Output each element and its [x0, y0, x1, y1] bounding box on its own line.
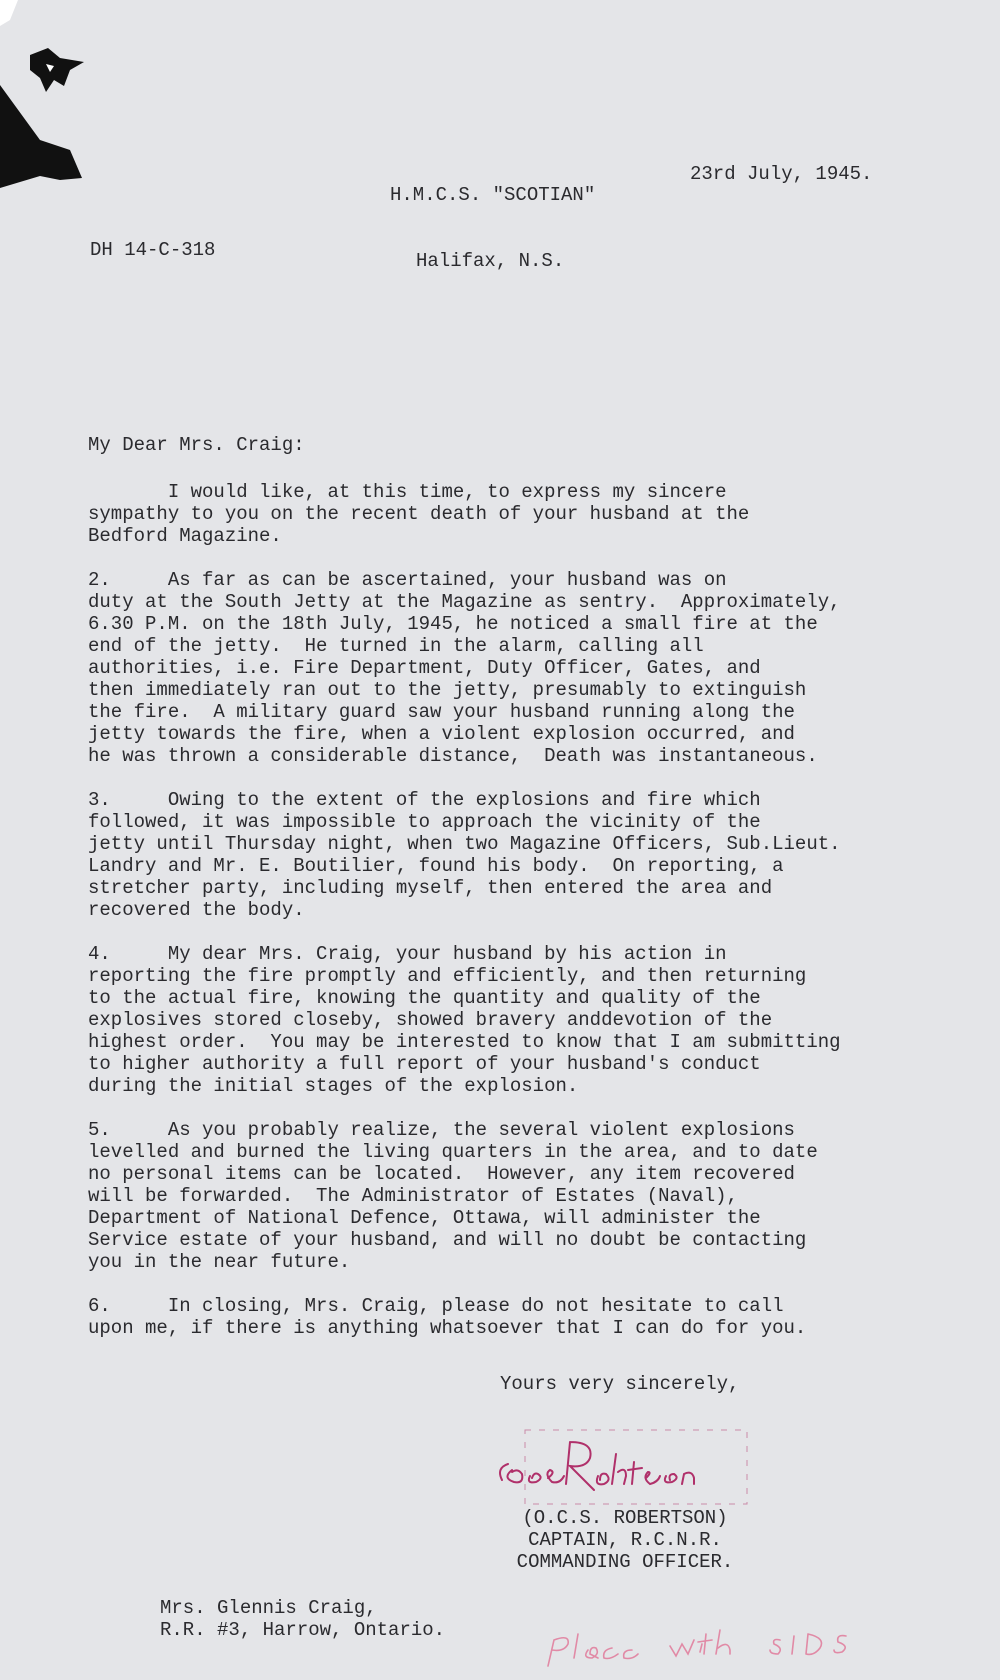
paragraph-line: you in the near future.	[88, 1251, 351, 1273]
signer-rank: CAPTAIN, R.C.N.R.	[528, 1529, 722, 1551]
paragraph-line: upon me, if there is anything whatsoever that I can do for you.	[88, 1317, 807, 1339]
paragraph-line: levelled and burned the living quarters in the area, and to date	[88, 1141, 818, 1163]
recipient-name: Mrs. Glennis Craig,	[160, 1597, 377, 1619]
paragraph-line: he was thrown a considerable distance, Death was instantaneous.	[88, 745, 818, 767]
recipient-address	[160, 1597, 445, 1641]
paragraph-line: then immediately ran out to the jetty, presumably to extinguish	[88, 679, 807, 701]
paragraph-line: I would like, at this time, to express my sincere	[88, 481, 727, 503]
paragraph-line: 6.30 P.M. on the 18th July, 1945, he noticed a small fire at the	[88, 613, 818, 635]
paragraph-line: 5. As you probably realize, the several violent explosions	[88, 1119, 795, 1141]
signer-name: (O.C.S. ROBERTSON)	[522, 1507, 728, 1529]
paragraph-line: the fire. A military guard saw your husband running along the	[88, 701, 795, 723]
letter-body	[88, 481, 968, 1361]
letterhead	[390, 140, 595, 316]
paragraph-line: to the actual fire, knowing the quantity and quality of the	[88, 987, 761, 1009]
paragraph	[88, 1295, 968, 1339]
paragraph-line: explosives stored closeby, showed bravery anddevotion of the	[88, 1009, 773, 1031]
paragraph-line: 2. As far as can be ascertained, your husband was on	[88, 569, 727, 591]
signer-title: COMMANDING OFFICER.	[516, 1551, 734, 1573]
recipient-street: R.R. #3, Harrow, Ontario.	[160, 1619, 446, 1641]
paragraph-line: reporting the fire promptly and efficiently, and then returning	[88, 965, 807, 987]
paragraph	[88, 943, 968, 1097]
paragraph-line: duty at the South Jetty at the Magazine as sentry. Approximately,	[88, 591, 841, 613]
paragraph	[88, 1119, 968, 1273]
paragraph-line: sympathy to you on the recent death of your husband at the	[88, 503, 750, 525]
paragraph-line: will be forwarded. The Administrator of Estates (Naval),	[88, 1185, 738, 1207]
paragraph-line: end of the jetty. He turned in the alarm, calling all	[88, 635, 704, 657]
signature	[490, 1428, 760, 1508]
paragraph-line: jetty until Thursday night, when two Magazine Officers, Sub.Lieut.	[88, 833, 841, 855]
paragraph-line: followed, it was impossible to approach the vicinity of the	[88, 811, 761, 833]
handwritten-note	[540, 1610, 960, 1670]
paragraph-line: highest order. You may be interested to know that I am submitting	[88, 1031, 841, 1053]
paragraph-line: Bedford Magazine.	[88, 525, 282, 547]
paragraph-line: Landry and Mr. E. Boutilier, found his body. On reporting, a	[88, 855, 784, 877]
paragraph-line: 4. My dear Mrs. Craig, your husband by his action in	[88, 943, 727, 965]
paragraph-line: no personal items can be located. However, any item recovered	[88, 1163, 795, 1185]
letterhead-ship: H.M.C.S. "SCOTIAN"	[390, 184, 596, 206]
paragraph-line: Department of National Defence, Ottawa, will administer the	[88, 1207, 761, 1229]
paragraph-line: 3. Owing to the extent of the explosions and fire which	[88, 789, 761, 811]
salutation: My Dear Mrs. Craig:	[88, 434, 305, 456]
paragraph-line: Service estate of your husband, and will no doubt be contacting	[88, 1229, 807, 1251]
signer-block	[500, 1507, 750, 1573]
paragraph-line: stretcher party, including myself, then entered the area and	[88, 877, 773, 899]
paragraph	[88, 789, 968, 921]
paragraph	[88, 481, 968, 547]
torn-corner-damage	[0, 0, 110, 210]
reference-number: DH 14-C-318	[90, 239, 216, 261]
paragraph-line: 6. In closing, Mrs. Craig, please do not hesitate to call	[88, 1295, 784, 1317]
paragraph-line: jetty towards the fire, when a violent explosion occurred, and	[88, 723, 795, 745]
paragraph	[88, 569, 968, 767]
paragraph-line: during the initial stages of the explosion.	[88, 1075, 579, 1097]
paragraph-line: to higher authority a full report of your husband's conduct	[88, 1053, 761, 1075]
closing: Yours very sincerely,	[500, 1373, 740, 1395]
letterhead-city: Halifax, N.S.	[416, 250, 565, 272]
paragraph-line: authorities, i.e. Fire Department, Duty Officer, Gates, and	[88, 657, 761, 679]
paragraph-line: recovered the body.	[88, 899, 305, 921]
letter-date: 23rd July, 1945.	[690, 163, 873, 185]
